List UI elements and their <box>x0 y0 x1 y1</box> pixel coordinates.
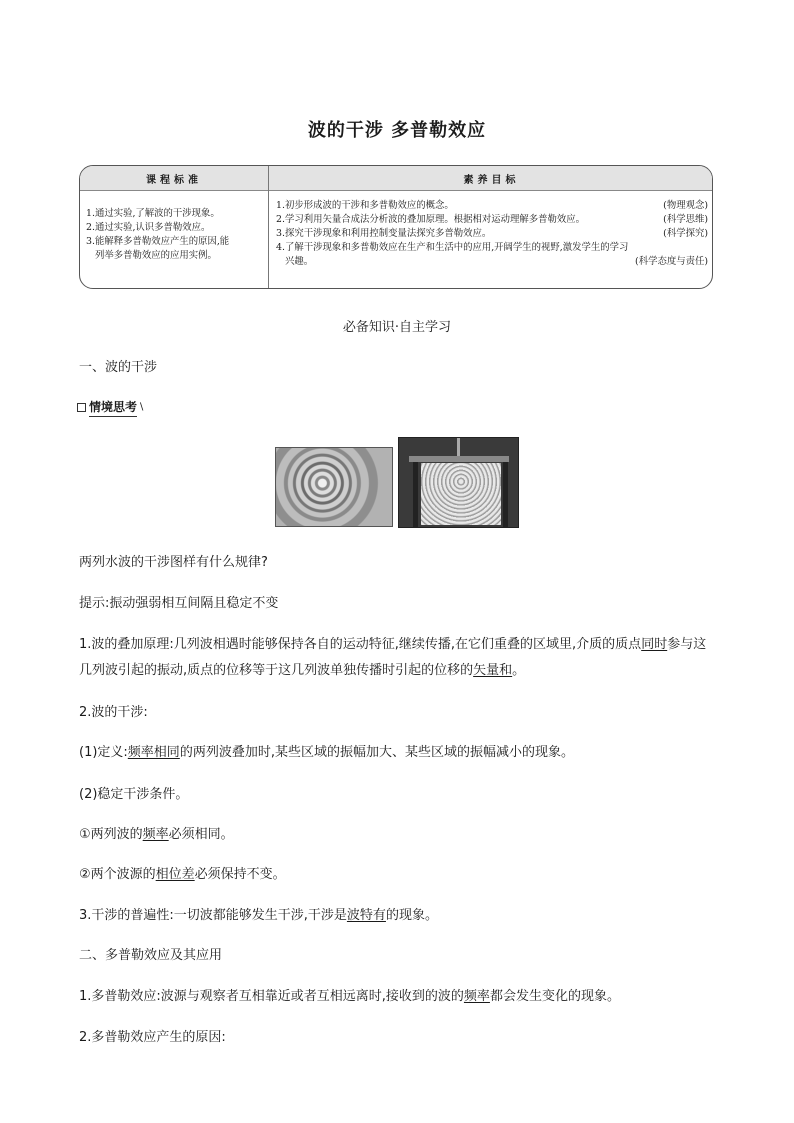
goal-text: 2.学习利用矢量合成法分析波的叠加原理。根据相对运动理解多普勒效应。 <box>276 214 585 225</box>
text-span: ②两个波源的 <box>79 867 156 882</box>
ripple-pattern-screen <box>421 463 501 525</box>
text-span: 1.波的叠加原理:几列波相遇时能够保持各自的运动特征,继续传播,在它们重叠的区域里,介质的质点 <box>79 637 642 652</box>
section-header: 必备知识·自主学习 <box>342 320 452 335</box>
underlined-term: 频率相同 <box>127 745 180 760</box>
scenario-label-text: 情境思考 <box>89 398 137 417</box>
text-span: 。 <box>512 663 526 678</box>
curriculum-line: 2.通过实验,认识多普勒效应。 <box>86 222 211 233</box>
doppler-cause: 2.多普勒效应产生的原因: <box>79 1030 226 1045</box>
text-span: 必须相同。 <box>168 827 234 842</box>
doppler-definition <box>79 984 719 1010</box>
literacy-goals <box>276 199 708 269</box>
goal-text: 3.探究干涉现象和利用控制变量法探究多普勒效应。 <box>276 228 492 239</box>
page-title: 波的干涉 多普勒效应 <box>307 120 487 141</box>
interference-definition <box>79 740 719 766</box>
text-span: 都会发生变化的现象。 <box>489 989 620 1004</box>
water-wave-interference-photo <box>275 447 393 527</box>
interference-heading: 2.波的干涉: <box>79 705 148 720</box>
curriculum-standards <box>86 207 264 263</box>
text-span: 参与这几列波引起的振动,质点的位移等于这几列波单独传播时引起的位移的 <box>79 637 707 678</box>
goal-text: 1.初步形成波的干涉和多普勒效应的概念。 <box>276 200 454 211</box>
interference-universality <box>79 903 719 929</box>
goal-category: (物理观念) <box>663 200 708 211</box>
superposition-principle <box>79 632 719 684</box>
goal-category: (科学探究) <box>663 228 708 239</box>
table-header-curriculum: 课程标准 <box>146 175 202 186</box>
square-icon <box>77 403 86 412</box>
condition-phase <box>79 862 719 888</box>
ripple-tank-leg <box>413 462 418 528</box>
goal-row <box>276 227 708 241</box>
goal-row <box>276 199 708 213</box>
goal-category: (科学态度与责任) <box>635 256 708 267</box>
goal-row <box>276 213 708 227</box>
text-span: 必须保持不变。 <box>194 867 286 882</box>
underlined-term: 同时 <box>641 637 668 652</box>
goal-text: 4.了解干涉现象和多普勒效应在生产和生活中的应用,开阔学生的视野,激发学生的学习 <box>276 242 629 253</box>
condition-frequency <box>79 822 719 848</box>
standards-table <box>79 165 713 289</box>
underlined-term: 频率 <box>142 827 169 842</box>
scenario-label <box>77 398 144 417</box>
curriculum-line: 3.能解释多普勒效应产生的原因,能 <box>86 236 230 247</box>
stable-interference-conditions: (2)稳定干涉条件。 <box>79 787 189 802</box>
ripple-tank-bar <box>409 456 509 462</box>
underlined-term: 相位差 <box>155 867 195 882</box>
text-span: 1.多普勒效应:波源与观察者互相靠近或者互相远离时,接收到的波的 <box>79 989 464 1004</box>
curriculum-line: 1.通过实验,了解波的干涉现象。 <box>86 208 220 219</box>
goal-row <box>276 255 708 269</box>
ripple-tank-photo <box>398 437 519 528</box>
text-span: 3.干涉的普遍性:一切波都能够发生干涉,干涉是 <box>79 908 347 923</box>
underlined-term: 频率 <box>463 989 490 1004</box>
heading-wave-interference: 一、波的干涉 <box>79 360 158 375</box>
goal-text: 兴趣。 <box>285 256 314 267</box>
question-text: 两列水波的干涉图样有什么规律? <box>79 555 268 570</box>
goal-category: (科学思维) <box>663 214 708 225</box>
curriculum-line: 列举多普勒效应的应用实例。 <box>95 250 217 261</box>
text-span: (1)定义: <box>79 745 128 760</box>
text-span: 的现象。 <box>385 908 438 923</box>
underlined-term: 波特有 <box>346 908 386 923</box>
heading-doppler: 二、多普勒效应及其应用 <box>79 948 223 963</box>
table-header-goals: 素养目标 <box>463 175 520 186</box>
goal-row <box>276 241 708 255</box>
ripple-tank-leg <box>503 462 508 528</box>
text-span: ①两列波的 <box>79 827 143 842</box>
corner-mark-icon: ∖ <box>138 402 145 413</box>
text-span: 的两列波叠加时,某些区域的振幅加大、某些区域的振幅减小的现象。 <box>179 745 574 760</box>
underlined-term: 矢量和 <box>473 663 513 678</box>
hint-text: 提示:振动强弱相互间隔且稳定不变 <box>79 596 279 611</box>
